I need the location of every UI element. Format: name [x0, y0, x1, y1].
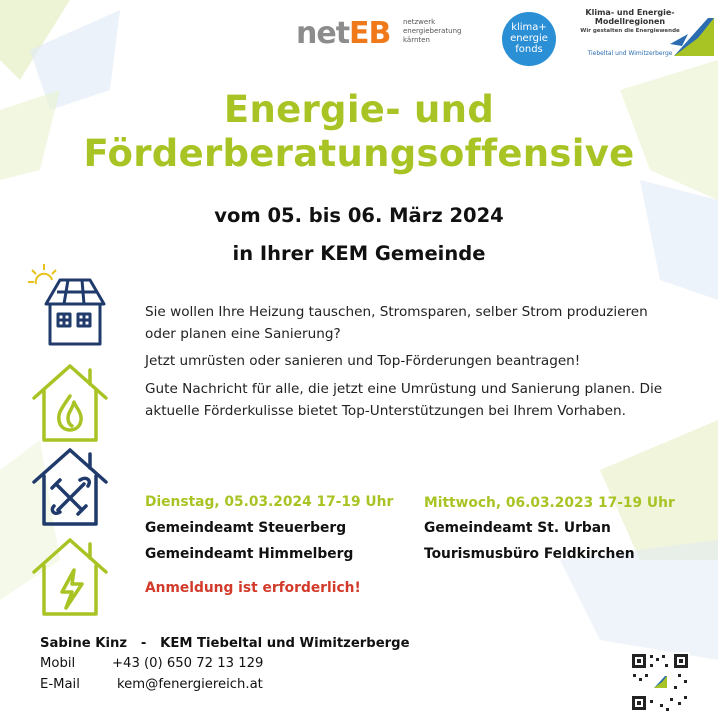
solar-house-icon — [24, 258, 116, 350]
location-subtitle: in Ihrer KEM Gemeinde — [232, 242, 486, 265]
schedule-place: Tourismusbüro Feldkirchen — [424, 546, 635, 562]
qr-code[interactable] — [630, 652, 690, 712]
kem-logo-region: Tiebeltal und Wimitzerberge — [587, 50, 673, 57]
call-to-action-paragraph: Jetzt umrüsten oder sanieren und Top-Förderungen beantragen! — [145, 353, 581, 369]
schedule-place: Gemeindeamt Himmelberg — [145, 546, 354, 562]
renovation-tools-house-icon — [24, 440, 116, 532]
main-title-line-2: Förderberatungsoffensive — [83, 132, 635, 175]
klima-logo-text: klima+ energie fonds — [510, 22, 548, 55]
kem-logo — [580, 6, 716, 66]
registration-notice: Anmeldung ist erforderlich! — [145, 580, 361, 596]
phone-label: Mobil — [40, 656, 76, 671]
email-address[interactable]: kem@fenergiereich.at — [117, 677, 263, 692]
phone-number[interactable]: +43 (0) 650 72 13 129 — [112, 656, 264, 671]
schedule-date-wednesday: Mittwoch, 06.03.2023 17-19 Uhr — [424, 495, 675, 511]
neteb-logo — [296, 12, 462, 52]
kem-logo-slogan: Wir gestalten die Energiewende — [580, 28, 680, 34]
good-news-paragraph: Gute Nachricht für alle, die jetzt eine Umrüstung und Sanierung planen. Die aktuelle Förderkulisse bietet Top-Unterstützungen bei Ihrem Vorhaben. — [145, 381, 663, 419]
heating-flame-house-icon — [24, 356, 116, 448]
email-label: E-Mail — [40, 677, 80, 692]
klima-energie-fonds-logo — [502, 8, 564, 70]
schedule-place: Gemeindeamt Steuerberg — [145, 520, 347, 536]
schedule-date-tuesday: Dienstag, 05.03.2024 17-19 Uhr — [145, 494, 394, 510]
contact-name: Sabine Kinz - KEM Tiebeltal und Wimitzerberge — [40, 636, 410, 651]
kem-logo-title: Klima- und Energie- Modellregionen — [585, 8, 675, 26]
electricity-house-icon — [24, 530, 116, 622]
date-range: vom 05. bis 06. März 2024 — [214, 204, 504, 227]
main-title-line-1: Energie- und — [223, 88, 495, 131]
neteb-wordmark: netEB — [296, 16, 391, 51]
kem-logo-mark — [668, 16, 716, 60]
intro-paragraph: Sie wollen Ihre Heizung tauschen, Stromsparen, selber Strom produzieren oder planen eine Sanierung? — [145, 304, 648, 342]
neteb-tagline: netzwerk energieberatung kärnten — [403, 18, 462, 44]
schedule-place: Gemeindeamt St. Urban — [424, 520, 611, 536]
